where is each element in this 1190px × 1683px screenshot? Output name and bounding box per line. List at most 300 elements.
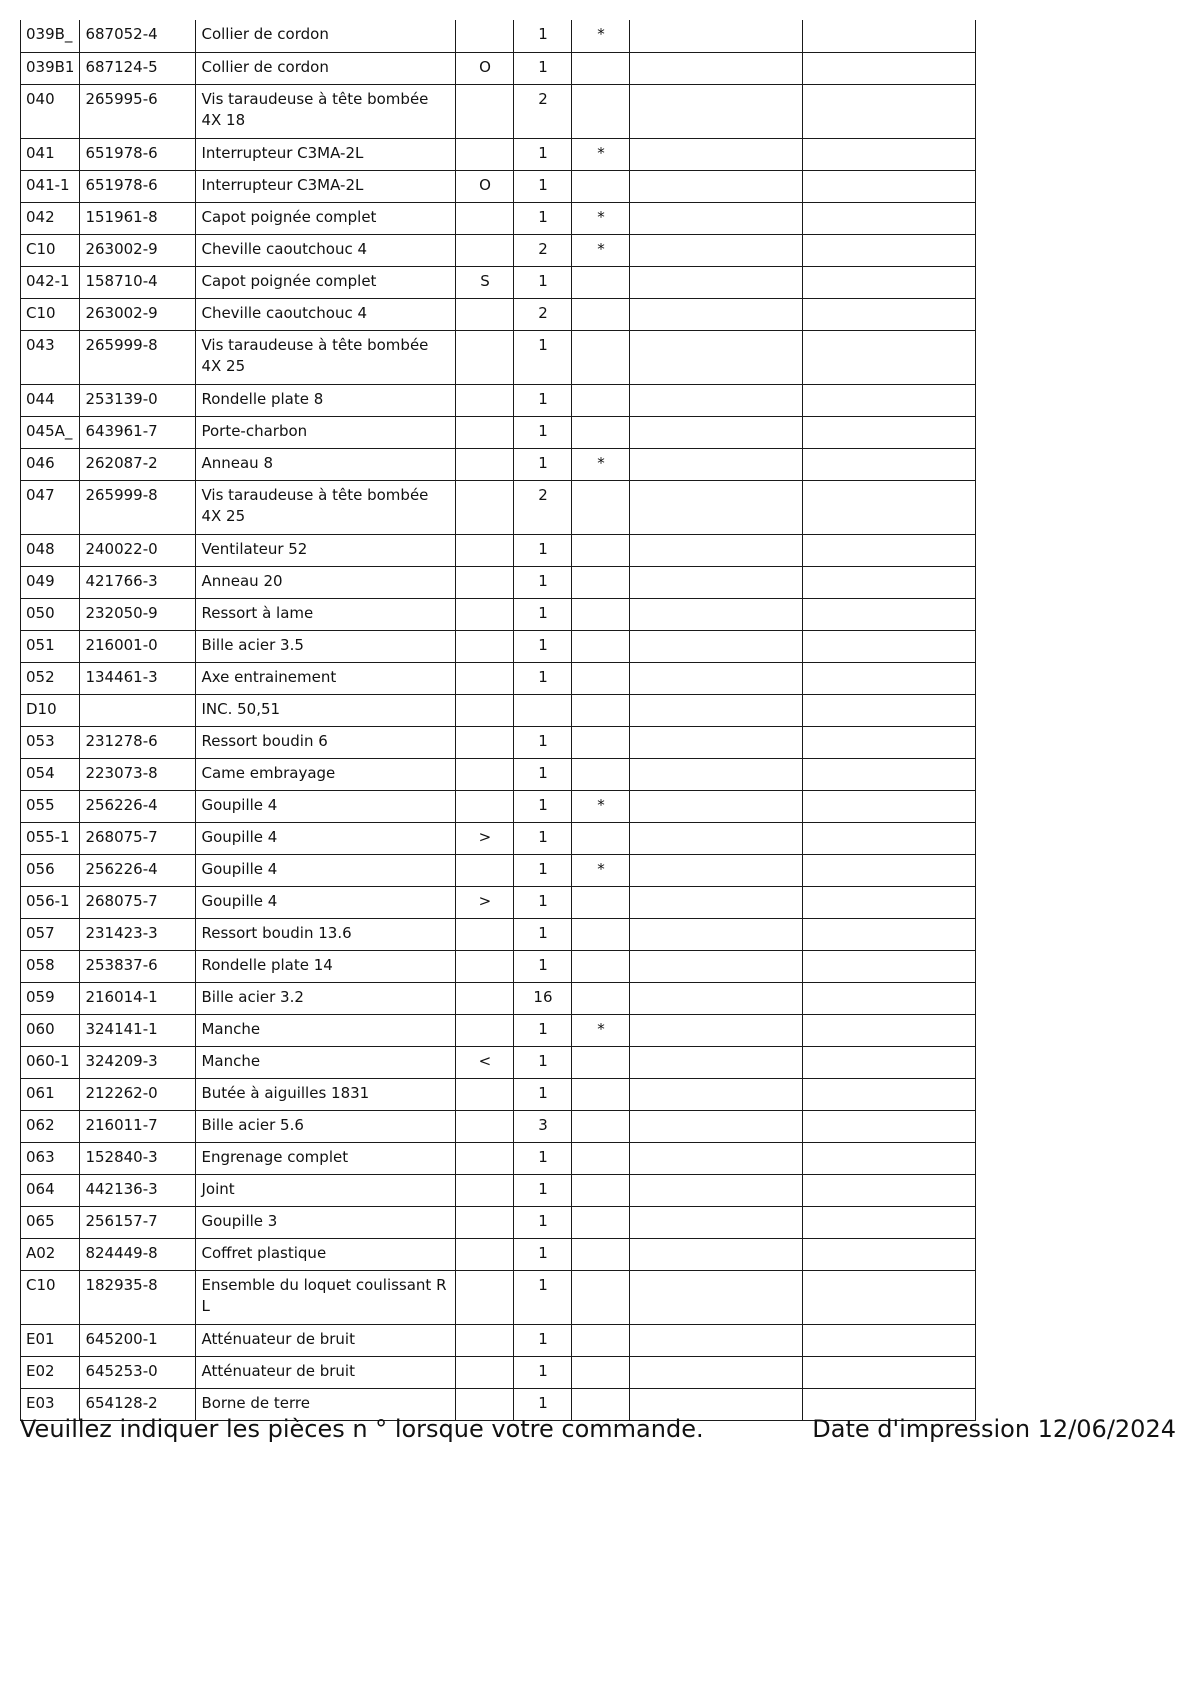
note-cell — [456, 1110, 514, 1142]
marker-cell — [572, 982, 630, 1014]
empty-cell — [630, 202, 803, 234]
table-row — [21, 1174, 976, 1206]
empty-cell — [803, 950, 976, 982]
item-ref-cell: 060-1 — [21, 1046, 80, 1078]
description-cell: Anneau 8 — [196, 448, 456, 480]
table-row — [21, 20, 976, 52]
table-row — [21, 854, 976, 886]
empty-cell — [630, 1324, 803, 1356]
table-row — [21, 384, 976, 416]
empty-cell — [803, 1238, 976, 1270]
marker-cell — [572, 416, 630, 448]
empty-cell — [803, 1206, 976, 1238]
marker-cell — [572, 534, 630, 566]
marker-cell — [572, 566, 630, 598]
table-row — [21, 918, 976, 950]
marker-cell — [572, 1324, 630, 1356]
part-number-cell: 216001-0 — [80, 630, 196, 662]
marker-cell: * — [572, 448, 630, 480]
item-ref-cell: 048 — [21, 534, 80, 566]
marker-cell: * — [572, 138, 630, 170]
description-cell: Came embrayage — [196, 758, 456, 790]
quantity-cell: 1 — [514, 1142, 572, 1174]
marker-cell — [572, 1142, 630, 1174]
table-row — [21, 1078, 976, 1110]
table-row — [21, 234, 976, 266]
empty-cell — [630, 918, 803, 950]
note-cell — [456, 726, 514, 758]
note-cell: O — [456, 170, 514, 202]
item-ref-cell: E01 — [21, 1324, 80, 1356]
part-number-cell: 158710-4 — [80, 266, 196, 298]
parts-table-body — [21, 20, 976, 1420]
empty-cell — [630, 1238, 803, 1270]
empty-cell — [630, 694, 803, 726]
parts-table — [20, 20, 976, 1421]
description-cell: Ressort boudin 6 — [196, 726, 456, 758]
item-ref-cell: 057 — [21, 918, 80, 950]
quantity-cell: 1 — [514, 758, 572, 790]
empty-cell — [803, 1356, 976, 1388]
empty-cell — [630, 886, 803, 918]
description-cell: Capot poignée complet — [196, 202, 456, 234]
marker-cell — [572, 694, 630, 726]
description-cell: Anneau 20 — [196, 566, 456, 598]
item-ref-cell: 047 — [21, 480, 80, 534]
quantity-cell: 1 — [514, 598, 572, 630]
part-number-cell: 134461-3 — [80, 662, 196, 694]
empty-cell — [630, 52, 803, 84]
table-row — [21, 138, 976, 170]
quantity-cell: 1 — [514, 822, 572, 854]
note-cell — [456, 1356, 514, 1388]
description-cell: Ressort boudin 13.6 — [196, 918, 456, 950]
item-ref-cell: 059 — [21, 982, 80, 1014]
note-cell — [456, 138, 514, 170]
part-number-cell: 182935-8 — [80, 1270, 196, 1324]
table-row — [21, 758, 976, 790]
marker-cell — [572, 822, 630, 854]
empty-cell — [630, 170, 803, 202]
empty-cell — [803, 1046, 976, 1078]
empty-cell — [630, 982, 803, 1014]
description-cell: Rondelle plate 14 — [196, 950, 456, 982]
note-cell — [456, 758, 514, 790]
marker-cell — [572, 1270, 630, 1324]
quantity-cell: 1 — [514, 1324, 572, 1356]
table-row — [21, 630, 976, 662]
marker-cell: * — [572, 234, 630, 266]
quantity-cell: 1 — [514, 950, 572, 982]
table-row — [21, 448, 976, 480]
quantity-cell: 1 — [514, 1046, 572, 1078]
empty-cell — [630, 758, 803, 790]
quantity-cell: 1 — [514, 170, 572, 202]
note-cell — [456, 448, 514, 480]
item-ref-cell: 056 — [21, 854, 80, 886]
empty-cell — [630, 298, 803, 330]
marker-cell — [572, 1046, 630, 1078]
description-cell: Ventilateur 52 — [196, 534, 456, 566]
item-ref-cell: 053 — [21, 726, 80, 758]
description-cell: Atténuateur de bruit — [196, 1356, 456, 1388]
table-row — [21, 170, 976, 202]
empty-cell — [630, 1110, 803, 1142]
item-ref-cell: 040 — [21, 84, 80, 138]
part-number-cell: 687052-4 — [80, 20, 196, 52]
quantity-cell: 1 — [514, 1238, 572, 1270]
item-ref-cell: 055 — [21, 790, 80, 822]
note-cell — [456, 330, 514, 384]
empty-cell — [630, 330, 803, 384]
empty-cell — [803, 1270, 976, 1324]
table-row — [21, 1014, 976, 1046]
item-ref-cell: 042-1 — [21, 266, 80, 298]
empty-cell — [630, 1206, 803, 1238]
marker-cell — [572, 1206, 630, 1238]
empty-cell — [630, 266, 803, 298]
note-cell — [456, 384, 514, 416]
part-number-cell: 231423-3 — [80, 918, 196, 950]
note-cell: < — [456, 1046, 514, 1078]
empty-cell — [803, 566, 976, 598]
part-number-cell: 643961-7 — [80, 416, 196, 448]
part-number-cell: 265999-8 — [80, 480, 196, 534]
description-cell: Cheville caoutchouc 4 — [196, 298, 456, 330]
empty-cell — [630, 84, 803, 138]
order-instruction: Veuillez indiquer les pièces n ° lorsque votre commande. — [20, 1415, 704, 1443]
empty-cell — [803, 822, 976, 854]
description-cell: INC. 50,51 — [196, 694, 456, 726]
empty-cell — [803, 330, 976, 384]
part-number-cell: 324141-1 — [80, 1014, 196, 1046]
marker-cell — [572, 384, 630, 416]
description-cell: Manche — [196, 1046, 456, 1078]
description-cell: Collier de cordon — [196, 52, 456, 84]
note-cell — [456, 534, 514, 566]
item-ref-cell: 058 — [21, 950, 80, 982]
empty-cell — [630, 822, 803, 854]
item-ref-cell: 046 — [21, 448, 80, 480]
empty-cell — [630, 1078, 803, 1110]
empty-cell — [630, 790, 803, 822]
description-cell: Bille acier 3.5 — [196, 630, 456, 662]
empty-cell — [630, 598, 803, 630]
quantity-cell: 1 — [514, 416, 572, 448]
empty-cell — [803, 266, 976, 298]
description-cell: Atténuateur de bruit — [196, 1324, 456, 1356]
empty-cell — [803, 1014, 976, 1046]
item-ref-cell: E02 — [21, 1356, 80, 1388]
item-ref-cell: 055-1 — [21, 822, 80, 854]
note-cell — [456, 202, 514, 234]
quantity-cell: 1 — [514, 266, 572, 298]
part-number-cell: 232050-9 — [80, 598, 196, 630]
quantity-cell: 1 — [514, 918, 572, 950]
item-ref-cell: 049 — [21, 566, 80, 598]
part-number-cell: 240022-0 — [80, 534, 196, 566]
item-ref-cell: 050 — [21, 598, 80, 630]
marker-cell — [572, 170, 630, 202]
table-row — [21, 266, 976, 298]
empty-cell — [630, 566, 803, 598]
table-row — [21, 694, 976, 726]
part-number-cell: 152840-3 — [80, 1142, 196, 1174]
empty-cell — [630, 416, 803, 448]
description-cell: Rondelle plate 8 — [196, 384, 456, 416]
table-row — [21, 950, 976, 982]
table-row — [21, 598, 976, 630]
empty-cell — [803, 982, 976, 1014]
note-cell — [456, 630, 514, 662]
table-row — [21, 566, 976, 598]
empty-cell — [630, 448, 803, 480]
empty-cell — [803, 84, 976, 138]
empty-cell — [630, 1046, 803, 1078]
quantity-cell: 1 — [514, 630, 572, 662]
item-ref-cell: A02 — [21, 1238, 80, 1270]
item-ref-cell: 063 — [21, 1142, 80, 1174]
empty-cell — [803, 1174, 976, 1206]
note-cell — [456, 1206, 514, 1238]
description-cell: Bille acier 3.2 — [196, 982, 456, 1014]
quantity-cell: 1 — [514, 790, 572, 822]
description-cell: Joint — [196, 1174, 456, 1206]
quantity-cell: 1 — [514, 886, 572, 918]
description-cell: Capot poignée complet — [196, 266, 456, 298]
note-cell — [456, 1142, 514, 1174]
marker-cell — [572, 480, 630, 534]
description-cell: Axe entrainement — [196, 662, 456, 694]
description-cell: Interrupteur C3MA-2L — [196, 138, 456, 170]
quantity-cell: 3 — [514, 1110, 572, 1142]
table-row — [21, 1324, 976, 1356]
table-row — [21, 202, 976, 234]
note-cell — [456, 84, 514, 138]
description-cell: Goupille 3 — [196, 1206, 456, 1238]
part-number-cell: 256226-4 — [80, 790, 196, 822]
item-ref-cell: 044 — [21, 384, 80, 416]
part-number-cell: 442136-3 — [80, 1174, 196, 1206]
empty-cell — [803, 854, 976, 886]
marker-cell — [572, 886, 630, 918]
note-cell — [456, 1324, 514, 1356]
part-number-cell: 212262-0 — [80, 1078, 196, 1110]
part-number-cell: 231278-6 — [80, 726, 196, 758]
quantity-cell: 1 — [514, 448, 572, 480]
empty-cell — [630, 662, 803, 694]
table-row — [21, 982, 976, 1014]
empty-cell — [803, 790, 976, 822]
description-cell: Goupille 4 — [196, 854, 456, 886]
description-cell: Bille acier 5.6 — [196, 1110, 456, 1142]
part-number-cell: 223073-8 — [80, 758, 196, 790]
marker-cell — [572, 1356, 630, 1388]
description-cell: Porte-charbon — [196, 416, 456, 448]
empty-cell — [630, 1014, 803, 1046]
part-number-cell: 256157-7 — [80, 1206, 196, 1238]
note-cell — [456, 598, 514, 630]
table-row — [21, 298, 976, 330]
quantity-cell: 1 — [514, 566, 572, 598]
table-row — [21, 822, 976, 854]
note-cell — [456, 1078, 514, 1110]
description-cell: Cheville caoutchouc 4 — [196, 234, 456, 266]
marker-cell — [572, 1110, 630, 1142]
item-ref-cell: E03 — [21, 1388, 80, 1420]
part-number-cell: 265999-8 — [80, 330, 196, 384]
item-ref-cell: D10 — [21, 694, 80, 726]
description-cell: Ensemble du loquet coulissant R L — [196, 1270, 456, 1324]
empty-cell — [803, 20, 976, 52]
marker-cell — [572, 266, 630, 298]
note-cell — [456, 982, 514, 1014]
empty-cell — [803, 448, 976, 480]
description-cell: Manche — [196, 1014, 456, 1046]
note-cell — [456, 918, 514, 950]
description-cell: Coffret plastique — [196, 1238, 456, 1270]
empty-cell — [803, 630, 976, 662]
item-ref-cell: C10 — [21, 1270, 80, 1324]
quantity-cell: 1 — [514, 202, 572, 234]
empty-cell — [630, 534, 803, 566]
table-row — [21, 1110, 976, 1142]
item-ref-cell: 064 — [21, 1174, 80, 1206]
note-cell — [456, 234, 514, 266]
marker-cell: * — [572, 202, 630, 234]
item-ref-cell: 045A_ — [21, 416, 80, 448]
empty-cell — [803, 1324, 976, 1356]
empty-cell — [630, 1142, 803, 1174]
table-row — [21, 1046, 976, 1078]
note-cell — [456, 1174, 514, 1206]
note-cell — [456, 790, 514, 822]
description-cell: Goupille 4 — [196, 822, 456, 854]
note-cell — [456, 566, 514, 598]
quantity-cell: 1 — [514, 854, 572, 886]
note-cell — [456, 950, 514, 982]
empty-cell — [630, 234, 803, 266]
marker-cell — [572, 52, 630, 84]
empty-cell — [803, 384, 976, 416]
part-number-cell: 654128-2 — [80, 1388, 196, 1420]
quantity-cell: 1 — [514, 1014, 572, 1046]
empty-cell — [630, 20, 803, 52]
empty-cell — [630, 630, 803, 662]
part-number-cell: 151961-8 — [80, 202, 196, 234]
item-ref-cell: 039B1 — [21, 52, 80, 84]
part-number-cell: 253837-6 — [80, 950, 196, 982]
marker-cell: * — [572, 20, 630, 52]
quantity-cell: 1 — [514, 330, 572, 384]
part-number-cell: 216014-1 — [80, 982, 196, 1014]
quantity-cell: 2 — [514, 480, 572, 534]
table-row — [21, 1142, 976, 1174]
note-cell: O — [456, 52, 514, 84]
quantity-cell: 1 — [514, 662, 572, 694]
empty-cell — [630, 854, 803, 886]
item-ref-cell: 043 — [21, 330, 80, 384]
item-ref-cell: 065 — [21, 1206, 80, 1238]
marker-cell — [572, 330, 630, 384]
empty-cell — [803, 918, 976, 950]
description-cell: Borne de terre — [196, 1388, 456, 1420]
part-number-cell: 262087-2 — [80, 448, 196, 480]
empty-cell — [803, 758, 976, 790]
quantity-cell: 1 — [514, 1388, 572, 1420]
part-number-cell: 253139-0 — [80, 384, 196, 416]
empty-cell — [803, 480, 976, 534]
empty-cell — [803, 1110, 976, 1142]
note-cell — [456, 298, 514, 330]
marker-cell: * — [572, 790, 630, 822]
marker-cell — [572, 726, 630, 758]
quantity-cell: 1 — [514, 1356, 572, 1388]
table-row — [21, 52, 976, 84]
marker-cell — [572, 1238, 630, 1270]
part-number-cell: 645200-1 — [80, 1324, 196, 1356]
marker-cell: * — [572, 854, 630, 886]
empty-cell — [803, 886, 976, 918]
part-number-cell: 421766-3 — [80, 566, 196, 598]
item-ref-cell: 041-1 — [21, 170, 80, 202]
quantity-cell: 2 — [514, 234, 572, 266]
item-ref-cell: 062 — [21, 1110, 80, 1142]
note-cell — [456, 20, 514, 52]
quantity-cell: 1 — [514, 52, 572, 84]
note-cell — [456, 1270, 514, 1324]
empty-cell — [803, 1142, 976, 1174]
item-ref-cell: 039B_ — [21, 20, 80, 52]
part-number-cell: 216011-7 — [80, 1110, 196, 1142]
marker-cell — [572, 1078, 630, 1110]
description-cell: Vis taraudeuse à tête bombée 4X 18 — [196, 84, 456, 138]
table-row — [21, 886, 976, 918]
part-number-cell: 824449-8 — [80, 1238, 196, 1270]
empty-cell — [630, 1174, 803, 1206]
item-ref-cell: 056-1 — [21, 886, 80, 918]
quantity-cell: 1 — [514, 384, 572, 416]
empty-cell — [803, 662, 976, 694]
description-cell: Vis taraudeuse à tête bombée 4X 25 — [196, 330, 456, 384]
quantity-cell: 1 — [514, 1270, 572, 1324]
table-row — [21, 330, 976, 384]
quantity-cell: 2 — [514, 84, 572, 138]
marker-cell — [572, 598, 630, 630]
empty-cell — [630, 384, 803, 416]
note-cell — [456, 694, 514, 726]
description-cell: Engrenage complet — [196, 1142, 456, 1174]
table-row — [21, 416, 976, 448]
empty-cell — [803, 170, 976, 202]
quantity-cell: 1 — [514, 1174, 572, 1206]
note-cell — [456, 1238, 514, 1270]
table-row — [21, 726, 976, 758]
table-row — [21, 1206, 976, 1238]
part-number-cell: 687124-5 — [80, 52, 196, 84]
quantity-cell — [514, 694, 572, 726]
marker-cell: * — [572, 1014, 630, 1046]
table-row — [21, 534, 976, 566]
empty-cell — [803, 1078, 976, 1110]
note-cell: S — [456, 266, 514, 298]
empty-cell — [803, 52, 976, 84]
table-row — [21, 480, 976, 534]
item-ref-cell: 060 — [21, 1014, 80, 1046]
description-cell: Butée à aiguilles 1831 — [196, 1078, 456, 1110]
part-number-cell: 324209-3 — [80, 1046, 196, 1078]
empty-cell — [803, 694, 976, 726]
